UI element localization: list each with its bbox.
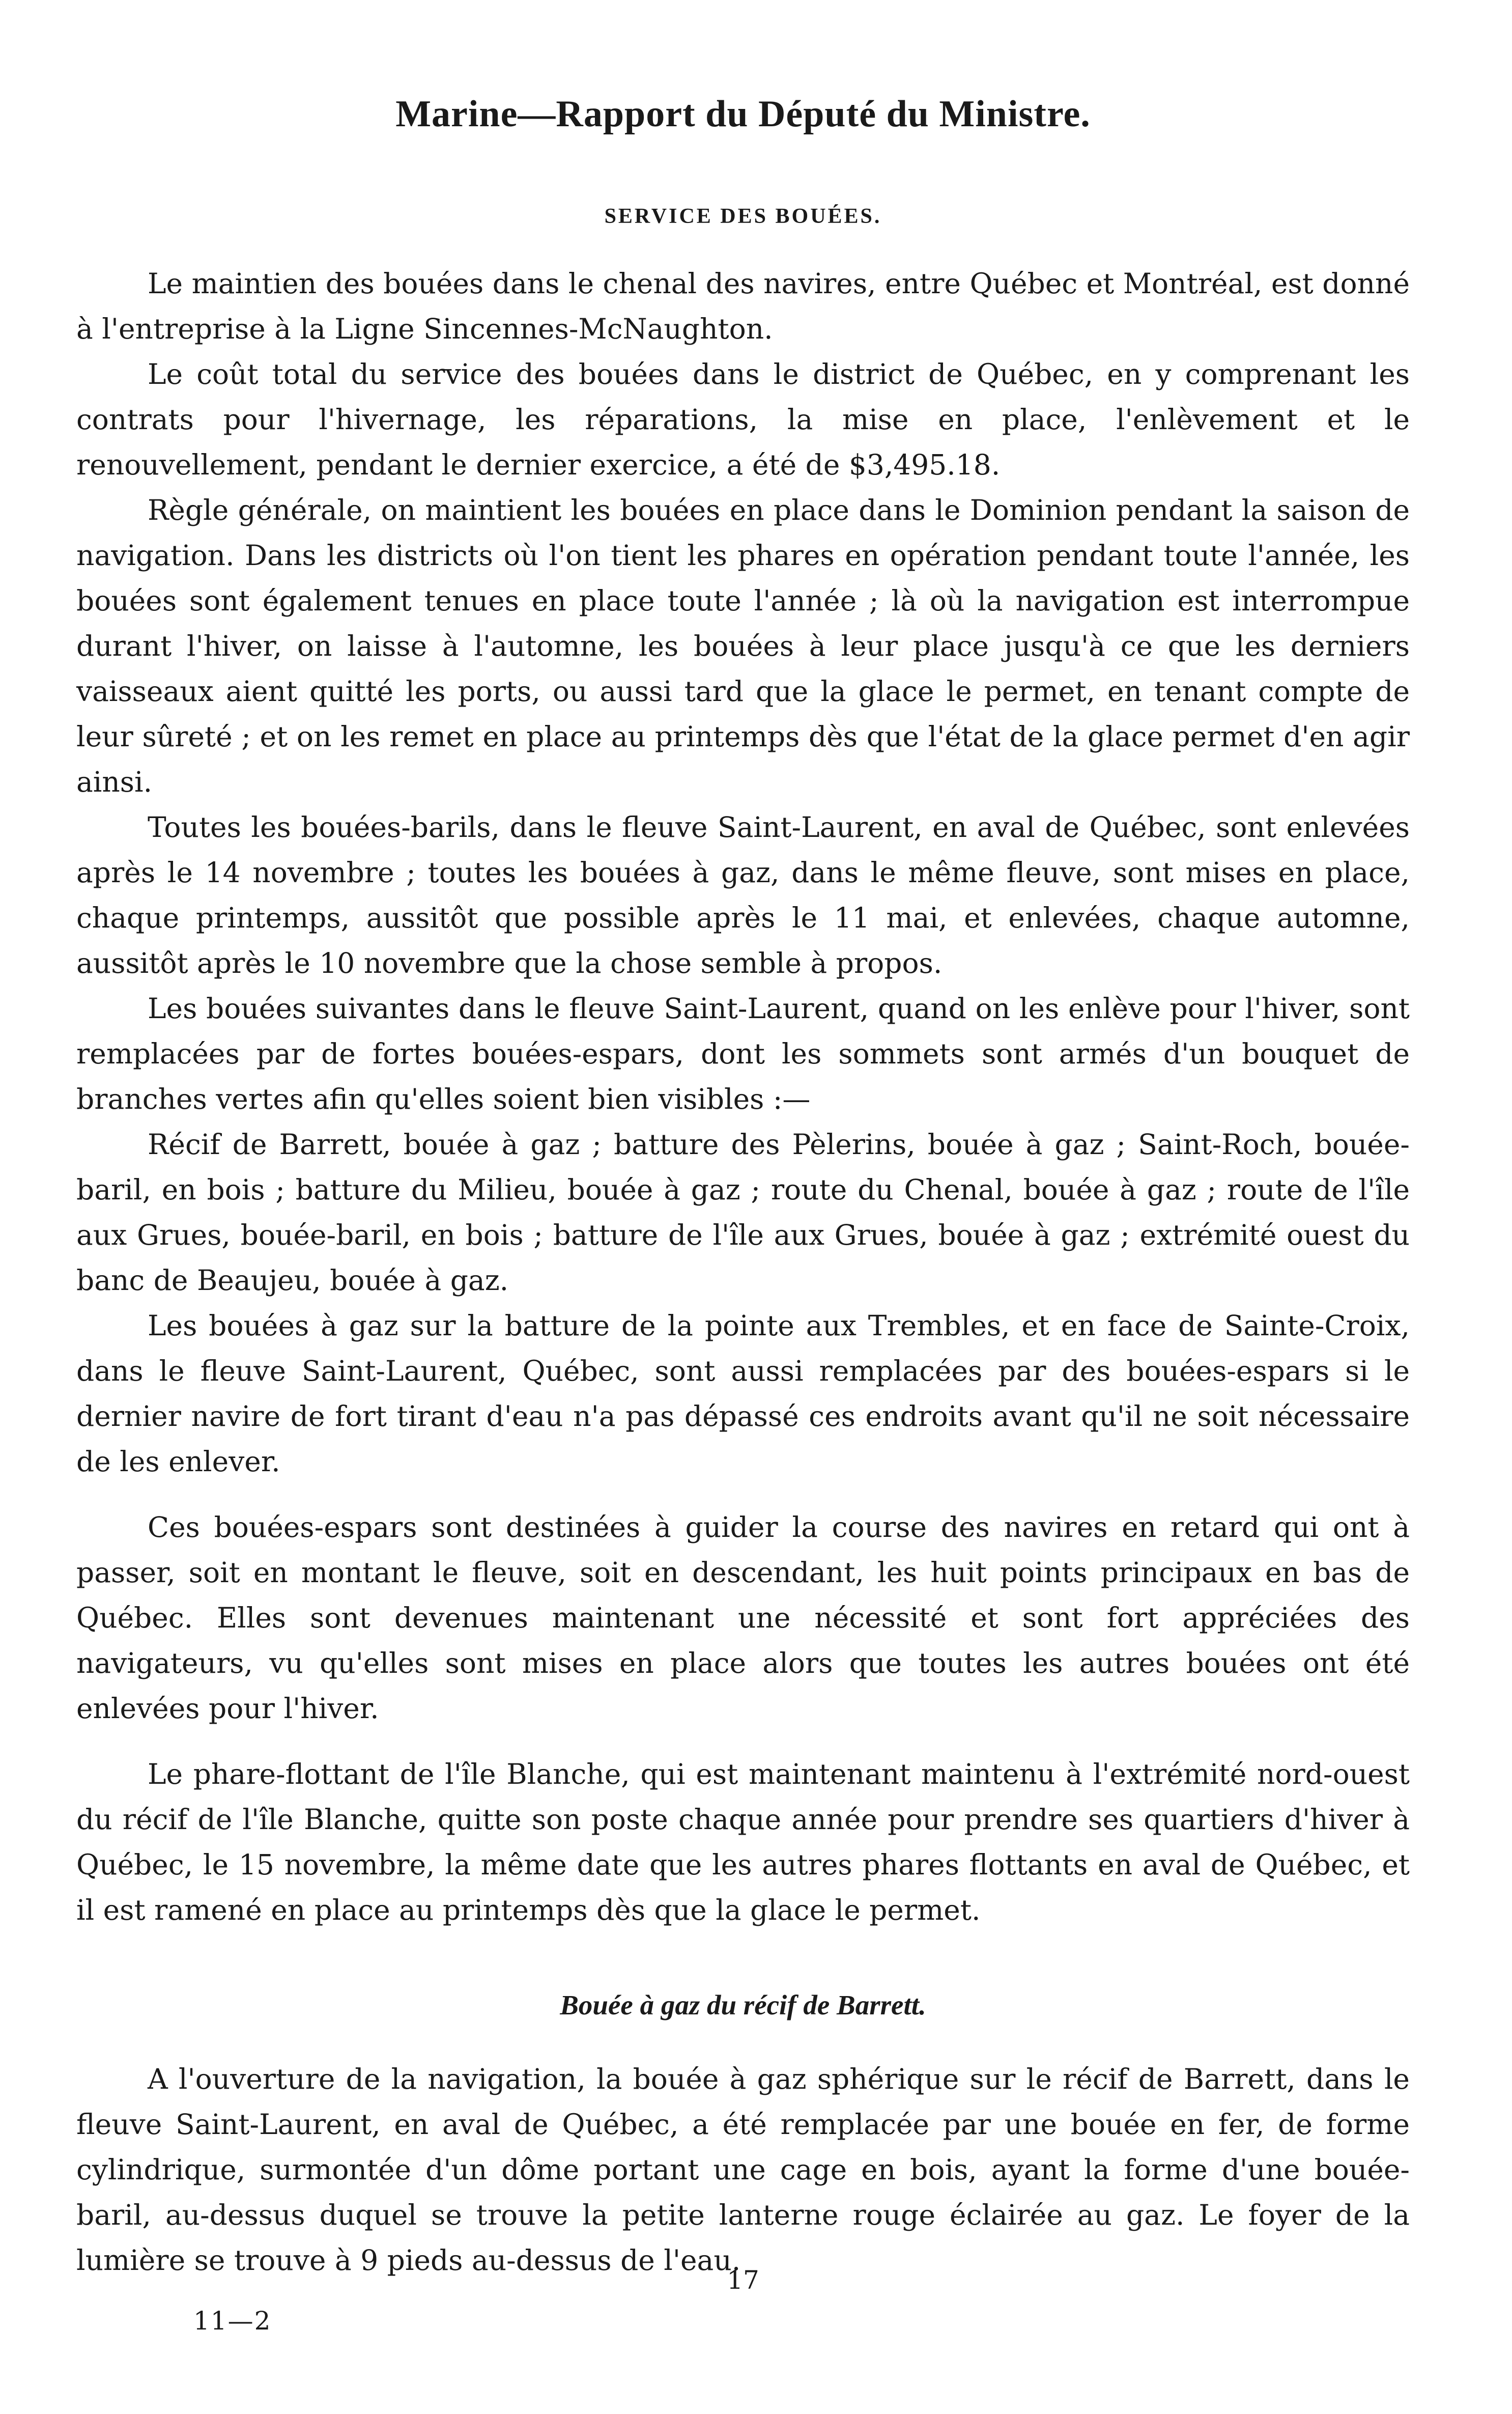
- running-head: Marine—Rapport du Député du Ministre.: [395, 93, 1091, 135]
- section-title: SERVICE DES BOUÉES.: [604, 204, 882, 228]
- paragraph-4: Toutes les bouées-barils, dans le fleuve Saint-Laurent, en aval de Québec, sont enlevées après le 14 novembre ; toutes les bouées à gaz, dans le même fleuve, sont mises en place, chaque printemps, aussitôt que possible après le 11 mai, et enlevées, chaque automne, aussitôt après le 10 novembre que la chose semble à propos.: [76, 810, 1410, 979]
- paragraph-6: Récif de Barrett, bouée à gaz ; batture des Pèlerins, bouée à gaz ; Saint-Roch, bouée-baril, en bois ; batture du Milieu, bouée à gaz ; route du Chenal, bouée à gaz ; route de l'île aux Grues, bouée-baril, en bois ; batture de l'île aux Grues, bouée à gaz ; extrémité ouest du banc de Beaujeu, bouée à gaz.: [76, 1128, 1410, 1297]
- signature-mark: 11—2: [193, 2306, 272, 2336]
- paragraph-5: Les bouées suivantes dans le fleuve Saint-Laurent, quand on les enlève pour l'hiver, sont remplacées par de fortes bouées-espars, dont les sommets sont armés d'un bouquet de branches vertes afin qu'elles soient bien visibles :—: [76, 992, 1410, 1115]
- paragraph-2: Le coût total du service des bouées dans le district de Québec, en y comprenant les contrats pour l'hivernage, les réparations, la mise en place, l'enlèvement et le renouvellement, pendant le dernier exercice, a été de $3,495.18.: [76, 357, 1410, 481]
- paragraph-8: Ces bouées-espars sont destinées à guider la course des navires en retard qui ont à passer, soit en montant le fleuve, soit en descendant, les huit points principaux en bas de Québec. Elles sont devenues maintenant une nécessité et sont fort appréciées des navigateurs, vu qu'elles sont mises en place alors que toutes les autres bouées ont été enlevées pour l'hiver.: [76, 1510, 1410, 1725]
- subsection-paragraph: A l'ouverture de la navigation, la bouée à gaz sphérique sur le récif de Barrett, dans le fleuve Saint-Laurent, en aval de Québec, a été remplacée par une bouée en fer, de forme cylindrique, surmontée d'un dôme portant une cage en bois, ayant la forme d'une bouée-baril, au-dessus duquel se trouve la petite lanterne rouge éclairée au gaz. Le foyer de la lumière se trouve à 9 pieds au-dessus de l'eau.: [76, 2062, 1410, 2277]
- paragraph-1: Le maintien des bouées dans le chenal des navires, entre Québec et Montréal, est donné à l'entreprise à la Ligne Sincennes-McNaughton.: [76, 267, 1410, 345]
- page-number: 17: [727, 2265, 759, 2295]
- paragraph-9: Le phare-flottant de l'île Blanche, qui est maintenant maintenu à l'extrémité nord-ouest du récif de l'île Blanche, quitte son poste chaque année pour prendre ses quartiers d'hiver à Québec, le 15 novembre, la même date que les autres phares flottants en aval de Québec, et il est ramené en place au printemps dès que la glace le permet.: [76, 1757, 1410, 1926]
- document-page: [76, 76, 1410, 2367]
- subsection-title: Bouée à gaz du récif de Barrett.: [560, 1989, 926, 2020]
- paragraph-7: Les bouées à gaz sur la batture de la pointe aux Trembles, et en face de Sainte-Croix, dans le fleuve Saint-Laurent, Québec, sont aussi remplacées par des bouées-espars si le dernier navire de fort tirant d'eau n'a pas dépassé ces endroits avant qu'il ne soit nécessaire de les enlever.: [76, 1309, 1410, 1478]
- paragraph-3: Règle générale, on maintient les bouées en place dans le Dominion pendant la saison de navigation. Dans les districts où l'on tient les phares en opération pendant toute l'année, les bouées sont également tenues en place toute l'année ; là où la navigation est interrompue durant l'hiver, on laisse à l'automne, les bouées à leur place jusqu'à ce que les derniers vaisseaux aient quitté les ports, ou aussi tard que la glace le permet, en tenant compte de leur sûreté ; et on les remet en place au printemps dès que l'état de la glace permet d'en agir ainsi.: [76, 493, 1410, 798]
